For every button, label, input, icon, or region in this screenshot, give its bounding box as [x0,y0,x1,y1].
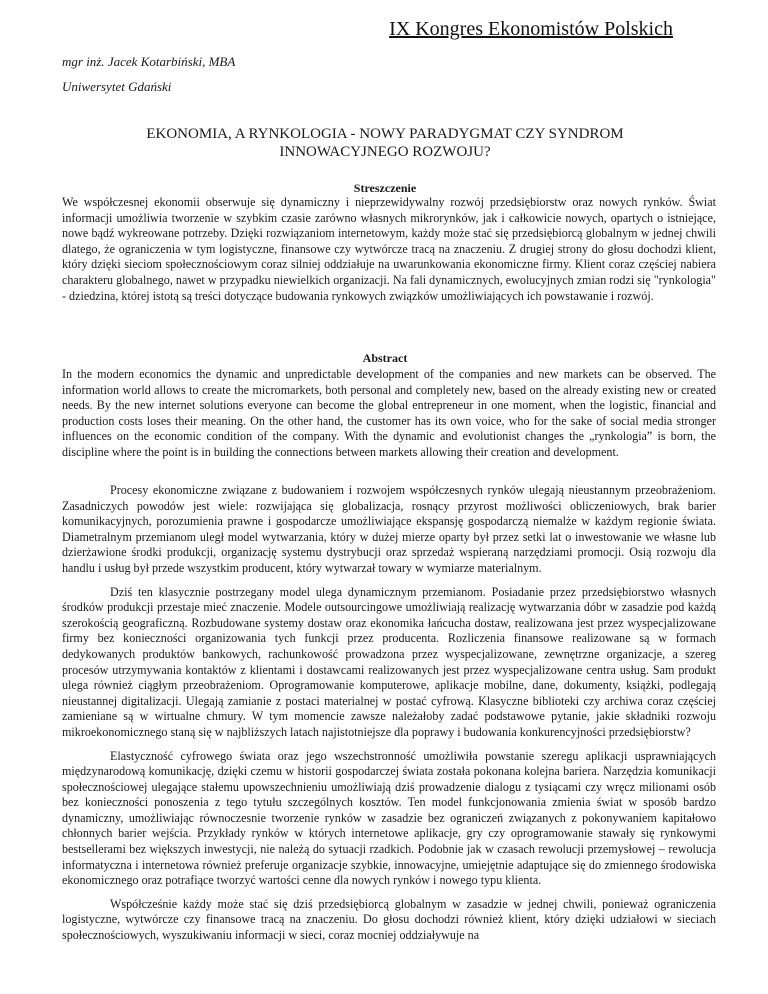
body-paragraph-1: Procesy ekonomiczne związane z budowaniem i rozwojem współczesnych rynków ulegają nieustannym przeobrażeniom. Zasadniczych powodów jest wiele: rozwijająca się globalizacja, rosnący przyrost możliwości obliczeniowych, brak barier komunikacyjnych, porozumienia prawne i gospodarcze umożliwiające ekspansję gospodarczą niemalże w każdym regionie świata. Diametralnym przemianom uległ model wytwarzania, który w dużej mierze oparty był przez setki lat o inwestowanie we własne lub dzierżawione środki produkcji, organizację systemu dystrybucji oraz sprzedaż wspieraną narzędziami promocji. Osią rozwoju dla handlu i usług był przede wszystkim producent, który wytwarzał towary w wymiarze materialnym. [62,483,716,575]
body-paragraph-2: Dziś ten klasycznie postrzegany model ulega dynamicznym przemianom. Posiadanie przez przedsiębiorstwo własnych środków produkcji przestaje mieć znaczenie. Modele outsourcingowe umożliwiają realizację wytwarzania dóbr w zasadzie pod każdą szerokością geograficzną. Rozbudowane systemy dostaw oraz ekonomika łańcucha dostaw, realizowana jest przez wyspecjalizowane firmy bez konieczności organizowania tych funkcji przez producenta. Rozliczenia finansowe realizowane są w formach dedykowanych produktów bankowych, rachunkowość prowadzona przez wyspecjalizowane, zewnętrzne organizacje, a szereg procesów utrzymywania kontaktów z klientami i dostawcami realizowanych jest przez wyspecjalizowane centra usług. Sam produkt ulega również ciągłym przeobrażeniom. Oprogramowanie komputerowe, aplikacje mobilne, dane, dokumenty, książki, podlegają nieustannej digitalizacji. Ulegają zamianie z postaci materialnej w postać cyfrową. Klasyczne biblioteki czy archiwa coraz częściej zamieniane są w wirtualne chmury. W tym momencie zawsze należałoby zadać podstawowe pytanie, jakie składniki rozwoju mikroekonomicznego staną się w najbliższych latach najistotniejsze dla poprawy i budowania konkurencyjności przedsiębiorstw? [62,584,716,739]
streszczenie-text: We współczesnej ekonomii obserwuje się dynamiczny i nieprzewidywalny rozwój przedsiębiorstw oraz nowych rynków. Świat informacji umożliwia tworzenie w szybkim czasie zarówno własnych mikrorynków, jak i całkowicie nowych, opartych o istniejące, nowe bądź wykreowane potrzeby. Dzięki rozwiązaniom internetowym, każdy może stać się przedsiębiorcą globalnym w jednej chwili dlatego, że ograniczenia w tym logistyczne, finansowe czy wytwórcze tracą na znaczeniu. Z drugiej strony do głosu dochodzi klient, który dzięki sieciom społecznościowym coraz silniej oddziałuje na uwarunkowania ekonomiczne firmy. Klient coraz częściej nabiera charakteru globalnego, nawet w przypadku niewielkich organizacji. Na fali dynamicznych, ewolucyjnych zmian rodzi się "rynkologia" - dziedzina, której istotą są treści dotyczące budowania rynkowych związków umożliwiających ich powstawanie i rozwój. [62,195,716,303]
abstract-heading: Abstract [362,351,408,365]
streszczenie-heading: Streszczenie [353,181,417,195]
paper-title [62,125,708,161]
body-paragraph-4: Współcześnie każdy może stać się dziś przedsiębiorcą globalnym w zasadzie w jednej chwili, ponieważ ograniczenia logistyczne, wytwórcze czy finansowe tracą na znaczeniu. Do głosu dochodzi również klient, który dzięki udziałowi w sieciach społecznościowych, wyszukiwaniu informacji w sieci, coraz mocniej oddziaływuje na [62,896,716,943]
title-line-2: INNOWACYJNEGO ROZWOJU? [279,144,491,160]
body-text [62,483,716,952]
body-paragraph-3: Elastyczność cyfrowego świata oraz jego wszechstronność umożliwiła powstanie szeregu aplikacji usprawniających międzynarodową komunikację, dzięki czemu w historii gospodarczej świata została pokonana kolejna bariera. Narzędzia komunikacji społecznościowej ulegające stałemu upowszechnieniu umożliwiają dziś prowadzenie dialogu z tysiącami czy wręcz milionami osób bez konieczności ponoszenia z tego tytułu szczególnych kosztów. Ten model funkcjonowania zmienia świat w sposób bardzo dynamiczny, umożliwiając równoczesnie tworzenie rynków w zasadzie bez ograniczeń związanych z pokonywaniem kapitałowo chłonnych barier wejścia. Przykłady rynków w których internetowe aplikacje, gry czy oprogramowanie stawały się rynkowymi bestsellerami bez większych inwestycji, nie należą do sytuacji rzadkich. Podobnie jak w czasach rewolucji przemysłowej – rewolucja informatyczna i internetowa również preferuje organizacje szybkie, innowacyjne, umiejętnie adaptujące się do zmiennego środowiska ekonomicznego oraz potrafiące tworzyć wartości cenne dla nowych rynków i nowego typu klienta. [62,748,716,888]
author-affiliation: Uniwersytet Gdański [62,79,172,94]
abstract-text: In the modern economics the dynamic and unpredictable development of the companies and new markets can be observed. The information world allows to create the micromarkets, both personal and completely new, based on the already existing new or created needs. By the new internet solutions everyone can become the global entrepreneur in one moment, when the logistic, financial and production costs loses their meaning. On the other hand, the customer has its own voice, who for the sake of social media stronger influences on the economic condition of the company. With the dynamic and evolutionist changes the „rynkologia” is born, the discipline where the point is in building the connections between markets allowing their creation and development. [62,367,716,459]
title-line-1: EKONOMIA, A RYNKOLOGIA - NOWY PARADYGMAT CZY SYNDROM [146,126,624,142]
conference-header: IX Kongres Ekonomistów Polskich [389,18,673,40]
author-name: mgr inż. Jacek Kotarbiński, MBA [62,54,236,69]
